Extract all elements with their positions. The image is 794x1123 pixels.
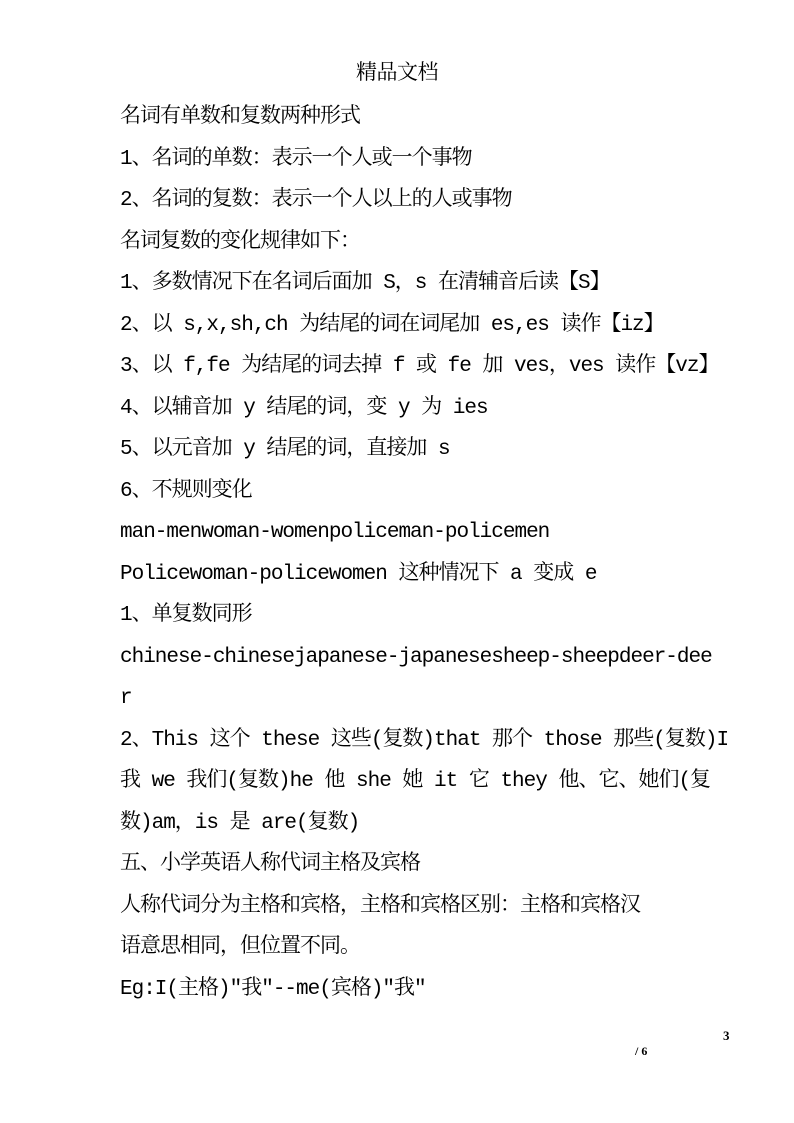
rule-item: 3、以 f,fe 为结尾的词去掉 f 或 fe 加 ves，ves 读作【vz】 (120, 355, 719, 378)
example-line: Eg:I(主格)"我"--me(宾格)"我" (120, 977, 426, 1001)
text-line: 我 we 我们(复数)he 他 she 她 it 它 they 他、它、她们(复 (120, 770, 711, 793)
rule-item: 2、以 s,x,sh,ch 为结尾的词在词尾加 es,es 读作【iz】 (120, 313, 664, 337)
text-line: 人称代词分为主格和宾格，主格和宾格区别：主格和宾格汉 (120, 894, 640, 918)
example-line: r (120, 687, 132, 710)
rule-item: 1、单复数同形 (120, 604, 252, 627)
document-header-title: 精品文档 (356, 60, 438, 84)
text-line: 语意思相同，但位置不同。 (120, 936, 360, 959)
rule-item: 6、不规则变化 (120, 479, 252, 503)
example-line: chinese-chinesejapanese-japanesesheep-sheepdeer-dee (120, 645, 712, 669)
example-line: man-menwoman-womenpoliceman-policemen (120, 521, 550, 544)
rules-heading: 名词复数的变化规律如下： (120, 230, 360, 254)
list-item: 1、名词的单数：表示一个人或一个事物 (120, 147, 472, 171)
document-body (120, 97, 780, 1010)
rule-item: 5、以元音加 y 结尾的词，直接加 s (120, 438, 450, 461)
rule-item: 4、以辅音加 y 结尾的词，变 y 为 ies (120, 396, 488, 420)
list-item: 2、名词的复数：表示一个人以上的人或事物 (120, 189, 512, 212)
page-number: 3 (723, 1028, 730, 1043)
text-line: 2、This 这个 these 这些(复数)that 那个 those 那些(复数)I (120, 728, 729, 752)
intro-line: 名词有单数和复数两种形式 (120, 106, 360, 129)
page-total: / 6 (635, 1044, 648, 1058)
section-heading: 五、小学英语人称代词主格及宾格 (120, 853, 420, 876)
text-line: 数)am，is 是 are(复数) (120, 811, 360, 835)
rule-item: 1、多数情况下在名词后面加 S，s 在清辅音后读【S】 (120, 272, 610, 295)
example-line: Policewoman-policewomen 这种情况下 a 变成 e (120, 562, 597, 586)
